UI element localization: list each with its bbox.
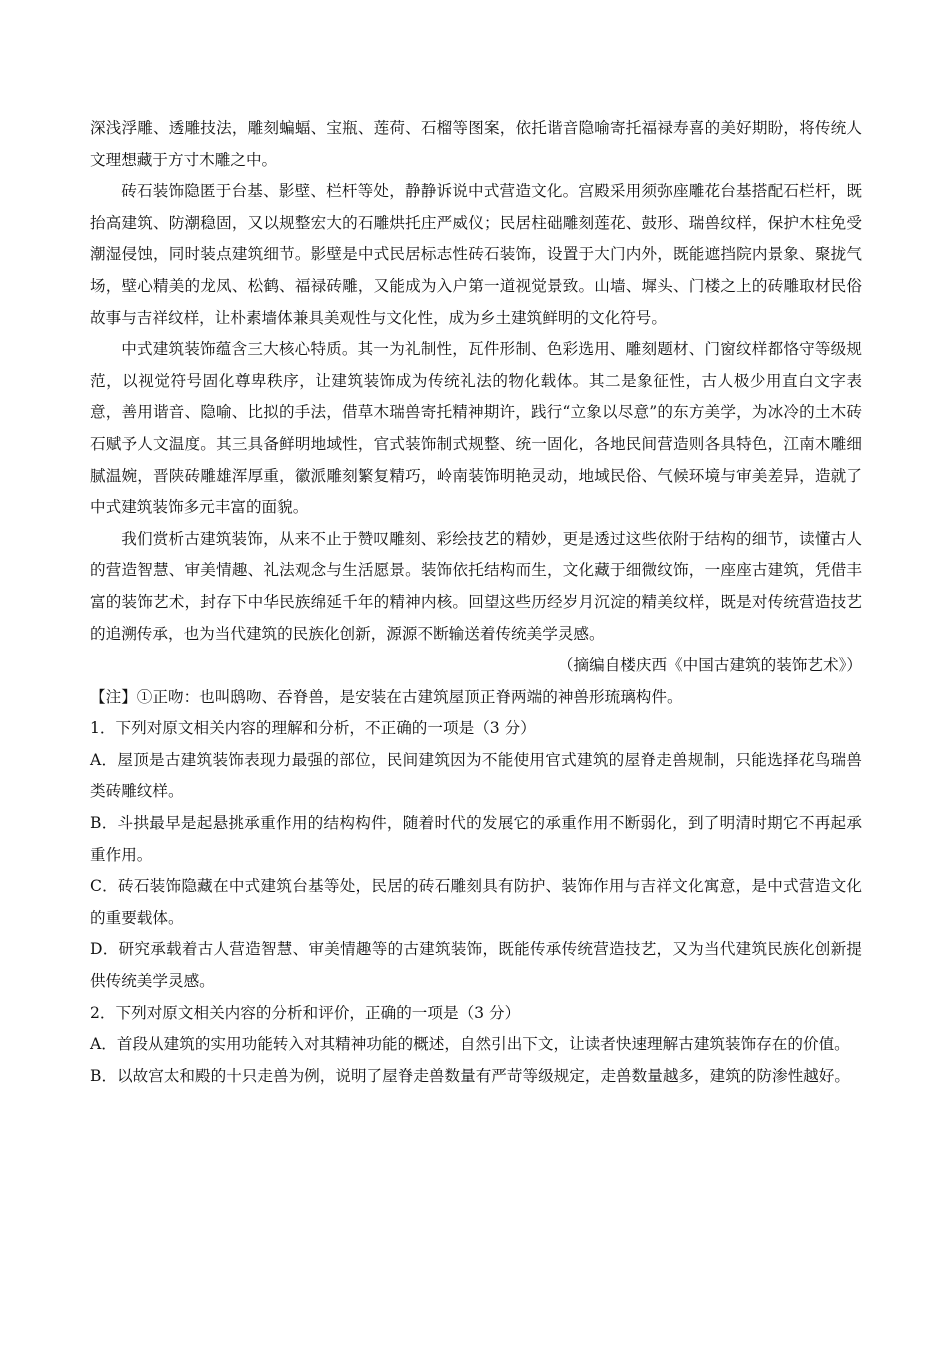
question-2 [90, 998, 862, 1093]
paragraph-core-traits: 中式建筑装饰蕴含三大核心特质。其一为礼制性，瓦件形制、色彩选用、雕刻题材、门窗纹样都恪守等级规范，以视觉符号固化尊卑秩序，让建筑装饰成为传统礼法的物化载体。其二是象征性，古人极少用直白文字表意，善用谐音、隐喻、比拟的手法，借草木瑞兽寄托精神期许，践行“立象以尽意”的东方美学，为冰冷的土木砖石赋予人文温度。其三具备鲜明地域性，官式装饰制式规整、统一固化，各地民间营造则各具特色，江南木雕细腻温婉，晋陕砖雕雄浑厚重，徽派雕刻繁复精巧，岭南装饰明艳灵动，地域民俗、气候环境与审美差异，造就了中式建筑装饰多元丰富的面貌。 [90, 340, 862, 517]
article-body [90, 113, 862, 1092]
option-a: A．首段从建筑的实用功能转入对其精神功能的概述，自然引出下文，让读者快速理解古建筑装饰存在的价值。 [90, 1035, 850, 1054]
paragraph-conclusion: 我们赏析古建筑装饰，从来不止于赞叹雕刻、彩绘技艺的精妙，更是透过这些依附于结构的细节，读懂古人的营造智慧、审美情趣、礼法观念与生活愿景。装饰依托结构而生，文化藏于细微纹饰，一座座古建筑，凭借丰富的装饰艺术，封存下中华民族绵延千年的精神内核。回望这些历经岁月沉淀的精美纹样，既是对传统营造技艺的追溯传承，也为当代建筑的民族化创新，源源不断输送着传统美学灵感。 [90, 529, 862, 643]
option-d: D．研究承载着古人营造智慧、审美情趣等的古建筑装饰，既能传承传统营造技艺，又为当代建筑民族化创新提供传统美学灵感。 [90, 940, 862, 991]
option-b: B．斗拱最早是起悬挑承重作用的结构构件，随着时代的发展它的承重作用不断弱化，到了明清时期它不再起承重作用。 [90, 814, 862, 864]
paragraph-brick-stone: 砖石装饰隐匿于台基、影壁、栏杆等处，静静诉说中式营造文化。宫殿采用须弥座雕花台基搭配石栏杆，既抬高建筑、防潮稳固，又以规整宏大的石雕烘托庄严威仪；民居柱础雕刻莲花、鼓形、瑞兽纹样，保护木柱免受潮湿侵蚀，同时装点建筑细节。影壁是中式民居标志性砖石装饰，设置于大门内外，既能遮挡院内景象、聚拢气场，壁心精美的龙凤、松鹤、福禄砖雕，又能成为入户第一道视觉景致。山墙、墀头、门楼之上的砖雕取材民俗故事与吉祥纹样，让朴素墙体兼具美观性与文化性，成为乡土建筑鲜明的文化符号。 [90, 182, 862, 327]
option-b: B．以故宫太和殿的十只走兽为例，说明了屋脊走兽数量有严苛等级规定，走兽数量越多，建筑的防渗性越好。 [90, 1066, 850, 1085]
option-a: A．屋顶是古建筑装饰表现力最强的部位，民间建筑因为不能使用官式建筑的屋脊走兽规制，只能选择花鸟瑞兽类砖雕纹样。 [90, 750, 862, 801]
question-stem: 1．下列对原文相关内容的理解和分析，不正确的一项是（3 分） [90, 719, 536, 738]
question-stem: 2．下列对原文相关内容的分析和评价，正确的一项是（3 分） [90, 1003, 521, 1022]
option-c: C．砖石装饰隐藏在中式建筑台基等处，民居的砖石雕刻具有防护、装饰作用与吉祥文化寓意，是中式营造文化的重要载体。 [90, 877, 862, 927]
footnote: 【注】①正吻：也叫鸱吻、吞脊兽，是安装在古建筑屋顶正脊两端的神兽形琉璃构件。 [90, 687, 683, 706]
paragraph-wood-carving: 深浅浮雕、透雕技法，雕刻蝙蝠、宝瓶、莲荷、石榴等图案，依托谐音隐喻寄托福禄寿喜的美好期盼，将传统人文理想藏于方寸木雕之中。 [90, 119, 862, 169]
source-citation: （摘编自楼庆西《中国古建筑的装饰艺术》） [557, 656, 862, 675]
question-1 [90, 713, 862, 997]
